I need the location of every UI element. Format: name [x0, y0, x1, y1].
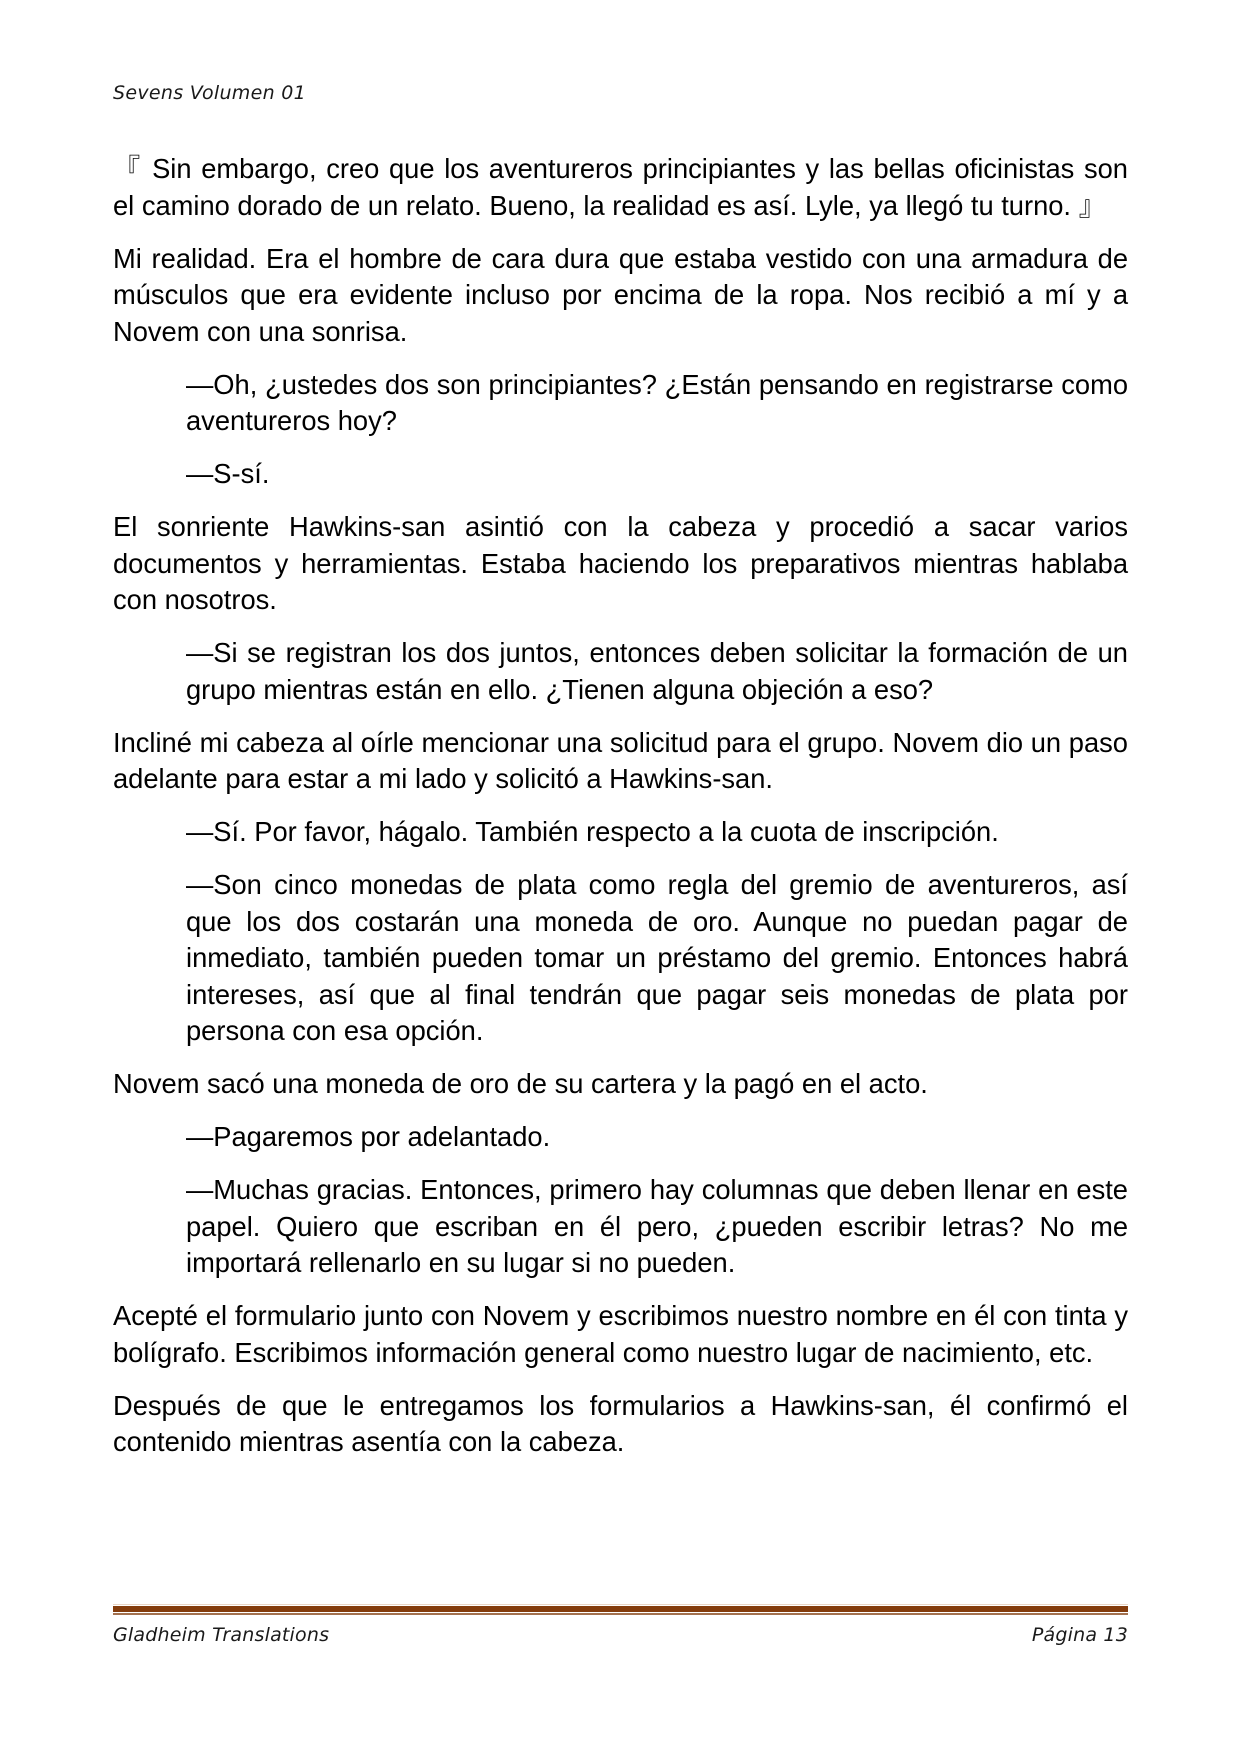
footer-divider-highlight: [113, 1604, 1128, 1605]
paragraph-narration: Novem sacó una moneda de oro de su cartera y la pagó en el acto.: [113, 1068, 928, 1099]
paragraph-dialogue: —Sí. Por favor, hágalo. También respecto a la cuota de inscripción.: [186, 816, 999, 847]
paragraph-narration: Después de que le entregamos los formularios a Hawkins-san, él confirmó el contenido mientras asentía con la cabeza.: [113, 1389, 1128, 1457]
body-text: [113, 151, 1128, 1477]
footer-divider-thin-line: [113, 1613, 1128, 1615]
running-header: Sevens Volumen 01: [113, 82, 307, 104]
paragraph-narration: Mi realidad. Era el hombre de cara dura que estaba vestido con una armadura de músculos que era evidente incluso por encima de la ropa. Nos recibió a mí y a Novem con una sonrisa.: [113, 242, 1128, 347]
paragraph-dialogue: —Oh, ¿ustedes dos son principiantes? ¿Están pensando en registrarse como aventureros hoy?: [186, 368, 1128, 436]
paragraph-dialogue: —S-sí.: [186, 458, 270, 489]
footer-publisher: Gladheim Translations: [113, 1624, 330, 1646]
running-footer: [113, 1622, 1128, 1648]
paragraph-dialogue: —Muchas gracias. Entonces, primero hay columnas que deben llenar en este papel. Quiero que escriban en él pero, ¿pueden escribir letras? No me importará rellenarlo en su lugar si no pueden.: [186, 1174, 1128, 1278]
paragraph-narration: Incliné mi cabeza al oírle mencionar una solicitud para el grupo. Novem dio un paso adelante para estar a mi lado y solicitó a Hawkins-san.: [113, 726, 1128, 794]
footer-page-number: Página 13: [1031, 1624, 1128, 1646]
paragraph-narration: El sonriente Hawkins-san asintió con la cabeza y procedió a sacar varios documentos y herramientas. Estaba haciendo los preparativos mientras hablaba con nosotros.: [113, 511, 1128, 615]
footer-divider-thick-line: [113, 1606, 1128, 1612]
paragraph-dialogue: —Si se registran los dos juntos, entonces deben solicitar la formación de un grupo mientras están en ello. ¿Tienen alguna objeción a eso?: [186, 637, 1128, 705]
footer-divider: [113, 1604, 1128, 1616]
paragraph-dialogue: —Pagaremos por adelantado.: [186, 1121, 551, 1152]
paragraph-narration: Acepté el formulario junto con Novem y escribimos nuestro nombre en él con tinta y bolígrafo. Escribimos información general como nuestro lugar de nacimiento, etc.: [113, 1300, 1128, 1368]
paragraph-dialogue: —Son cinco monedas de plata como regla del gremio de aventureros, así que los dos costarán una moneda de oro. Aunque no puedan pagar de inmediato, también pueden tomar un préstamo del gremio. Entonces habrá intereses, así que al final tendrán que pagar seis monedas de plata por persona con esa opción.: [186, 869, 1128, 1046]
paragraph-narration: 『 Sin embargo, creo que los aventureros principiantes y las bellas oficinistas son el camino dorado de un relato. Bueno, la realidad es así. Lyle, ya llegó tu turno. 』: [113, 153, 1128, 221]
